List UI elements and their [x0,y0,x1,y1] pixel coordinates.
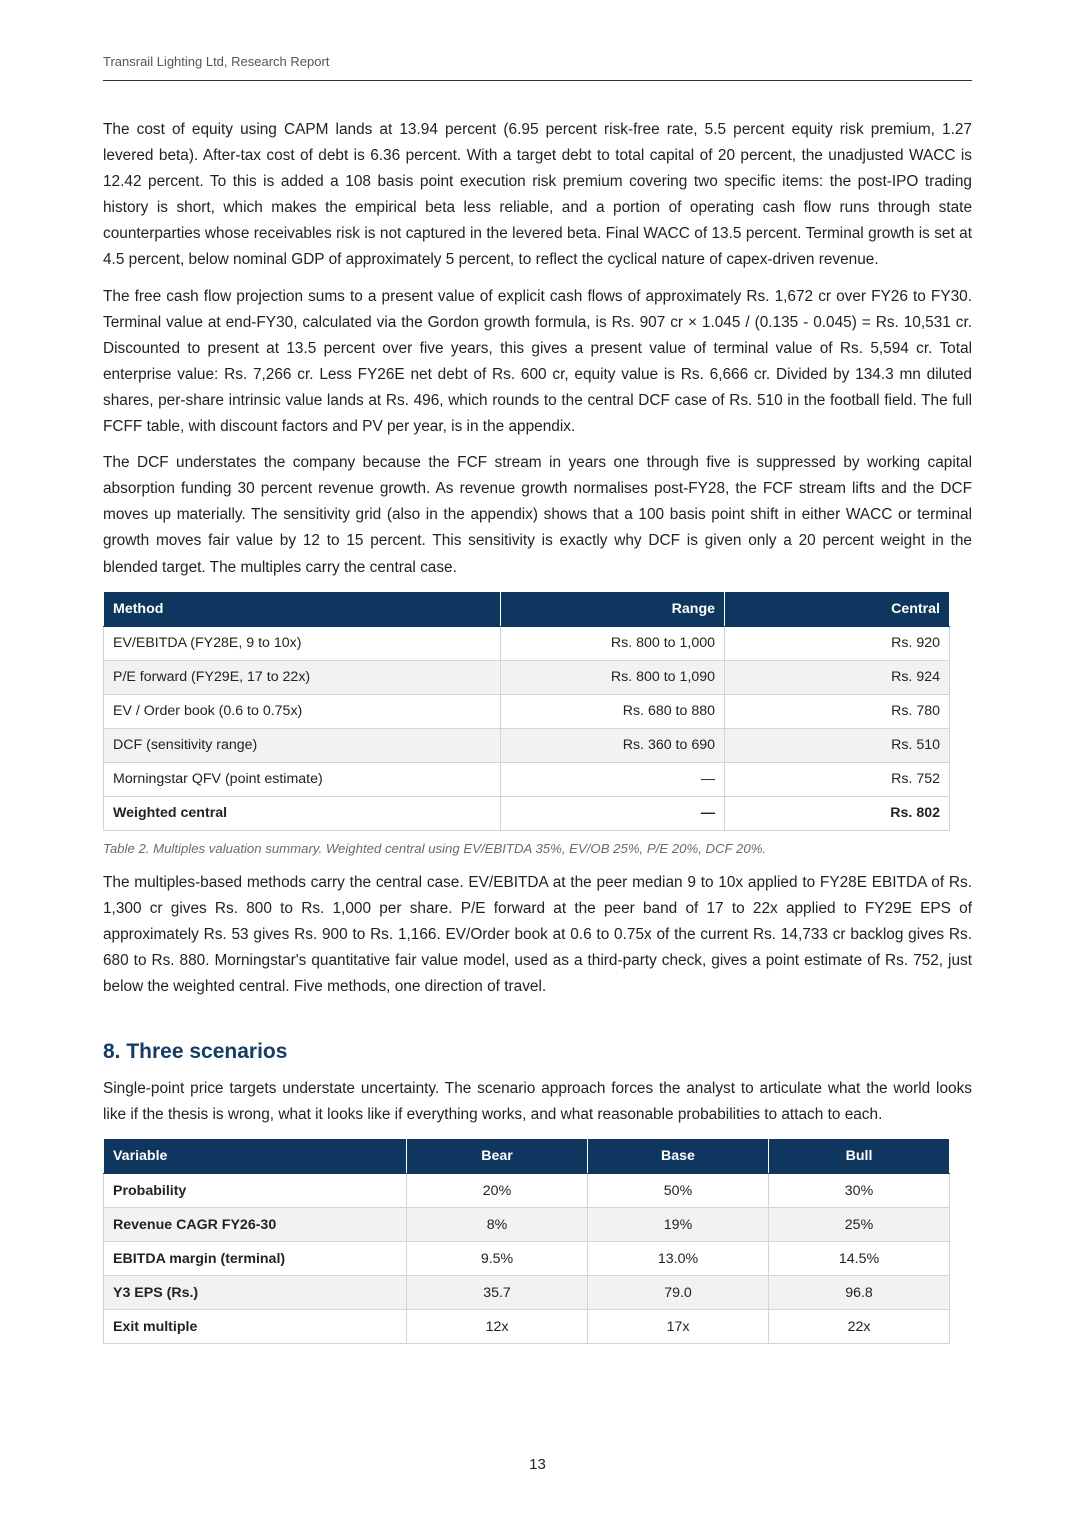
table-row [104,626,950,660]
base-cell: 19% [588,1208,769,1242]
central-cell: Rs. 780 [725,694,950,728]
page-content [103,117,972,1344]
paragraph-wacc: The cost of equity using CAPM lands at 13.94 percent (6.95 percent risk-free rate, 5.5 percent equity risk premium, 1.27 levered beta). After-tax cost of debt is 6.36 percent. With a target debt to total capital of 20 percent, the unadjusted WACC is 12.42 percent. To this is added a 108 basis point execution risk premium covering two specific items: the post-IPO trading history is short, which makes the empirical beta less reliable, and a portion of operating cash flow runs through state counterparties whose receivables risk is not captured in the levered beta. Final WACC of 13.5 percent. Terminal growth is set at 4.5 percent, below nominal GDP of approximately 5 percent, to reflect the cyclical nature of capex-driven revenue. [103,121,972,269]
bear-cell: 35.7 [407,1276,588,1310]
table-row [104,1310,950,1344]
table-caption: Table 2. Multiples valuation summary. Weighted central using EV/EBITDA 35%, EV/OB 25%, P/E 20%, DCF 20%. [103,840,767,856]
method-cell: EV / Order book (0.6 to 0.75x) [104,694,501,728]
range-cell: Rs. 800 to 1,090 [501,660,725,694]
base-cell: 79.0 [588,1276,769,1310]
running-header [103,54,972,81]
base-cell: 50% [588,1174,769,1208]
column-header-method: Method [104,591,501,626]
method-cell: P/E forward (FY29E, 17 to 22x) [104,660,501,694]
base-cell: 17x [588,1310,769,1344]
variable-cell: Y3 EPS (Rs.) [104,1276,407,1310]
method-cell: DCF (sensitivity range) [104,728,501,762]
bull-cell: 14.5% [769,1242,950,1276]
bull-cell: 30% [769,1174,950,1208]
range-cell: Rs. 360 to 690 [501,728,725,762]
table-row [104,1174,950,1208]
range-cell: — [501,762,725,796]
scenario-table [103,1138,950,1344]
paragraph-dcf-understates: The DCF understates the company because the FCF stream in years one through five is suppressed by working capital absorption funding 30 percent revenue growth. As revenue growth normalises post-FY28, the FCF stream lifts and the DCF moves up materially. The sensitivity grid (also in the appendix) shows that a 100 basis point shift in either WACC or terminal growth moves fair value by 12 to 15 percent. This sensitivity is exactly why DCF is given only a 20 percent weight in the blended target. The multiples carry the central case. [103,454,972,576]
bear-cell: 8% [407,1208,588,1242]
variable-cell: EBITDA margin (terminal) [104,1242,407,1276]
central-cell: Rs. 752 [725,762,950,796]
table-row [104,762,950,796]
central-cell: Rs. 924 [725,660,950,694]
table-header-row [104,591,950,626]
page-number: 13 [529,1456,546,1473]
base-cell: 13.0% [588,1242,769,1276]
method-cell: Morningstar QFV (point estimate) [104,762,501,796]
column-header-bear: Bear [407,1139,588,1174]
paragraph-fcf-projection: The free cash flow projection sums to a present value of explicit cash flows of approximately Rs. 1,672 cr over FY26 to FY30. Terminal value at end-FY30, calculated via the Gordon growth formula, is Rs. 907 cr × 1.045 / (0.135 - 0.045) = Rs. 10,531 cr. Discounted to present at 13.5 percent over five years, this gives a present value of terminal value of Rs. 5,594 cr. Total enterprise value: Rs. 7,266 cr. Less FY26E net debt of Rs. 600 cr, equity value is Rs. 6,666 cr. Divided by 134.3 mn diluted shares, per-share intrinsic value lands at Rs. 496, which rounds to the central DCF case of Rs. 510 in the football field. The full FCFF table, with discount factors and PV per year, is in the appendix. [103,287,972,436]
table-row [104,1242,950,1276]
column-header-base: Base [588,1139,769,1174]
variable-cell: Revenue CAGR FY26-30 [104,1208,407,1242]
range-cell: — [501,796,725,830]
valuation-summary-table [103,591,950,831]
column-header-variable: Variable [104,1139,407,1174]
paragraph-scenarios-intro: Single-point price targets understate uncertainty. The scenario approach forces the analyst to articulate what the world looks like if the thesis is wrong, what it looks like if everything works, and what reasonable probabilities to attach to each. [103,1080,972,1124]
table-header-row [104,1139,950,1174]
central-cell: Rs. 920 [725,626,950,660]
weighted-central-row [104,796,950,830]
column-header-range: Range [501,591,725,626]
report-title: Transrail Lighting Ltd, Research Report [103,54,330,69]
bull-cell: 96.8 [769,1276,950,1310]
central-cell: Rs. 802 [725,796,950,830]
bear-cell: 12x [407,1310,588,1344]
bear-cell: 9.5% [407,1242,588,1276]
range-cell: Rs. 800 to 1,000 [501,626,725,660]
range-cell: Rs. 680 to 880 [501,694,725,728]
table-row [104,694,950,728]
column-header-central: Central [725,591,950,626]
bull-cell: 25% [769,1208,950,1242]
table-row [104,1208,950,1242]
table-row [104,1276,950,1310]
table-row [104,660,950,694]
central-cell: Rs. 510 [725,728,950,762]
bear-cell: 20% [407,1174,588,1208]
column-header-bull: Bull [769,1139,950,1174]
method-cell: Weighted central [104,796,501,830]
section-heading: 8. Three scenarios [103,1040,288,1064]
method-cell: EV/EBITDA (FY28E, 9 to 10x) [104,626,501,660]
paragraph-multiples: The multiples-based methods carry the central case. EV/EBITDA at the peer median 9 to 10x applied to FY28E EBITDA of Rs. 1,300 cr gives Rs. 800 to Rs. 1,000 per share. P/E forward at the peer band of 17 to 22x applied to FY29E EPS of approximately Rs. 53 gives Rs. 900 to Rs. 1,166. EV/Order book at 0.6 to 0.75x of the current Rs. 14,733 cr backlog gives Rs. 680 to Rs. 880. Morningstar's quantitative fair value model, used as a third-party check, gives a point estimate of Rs. 752, just below the weighted central. Five methods, one direction of travel. [103,873,972,995]
table-row [104,728,950,762]
bull-cell: 22x [769,1310,950,1344]
variable-cell: Exit multiple [104,1310,407,1344]
variable-cell: Probability [104,1174,407,1208]
